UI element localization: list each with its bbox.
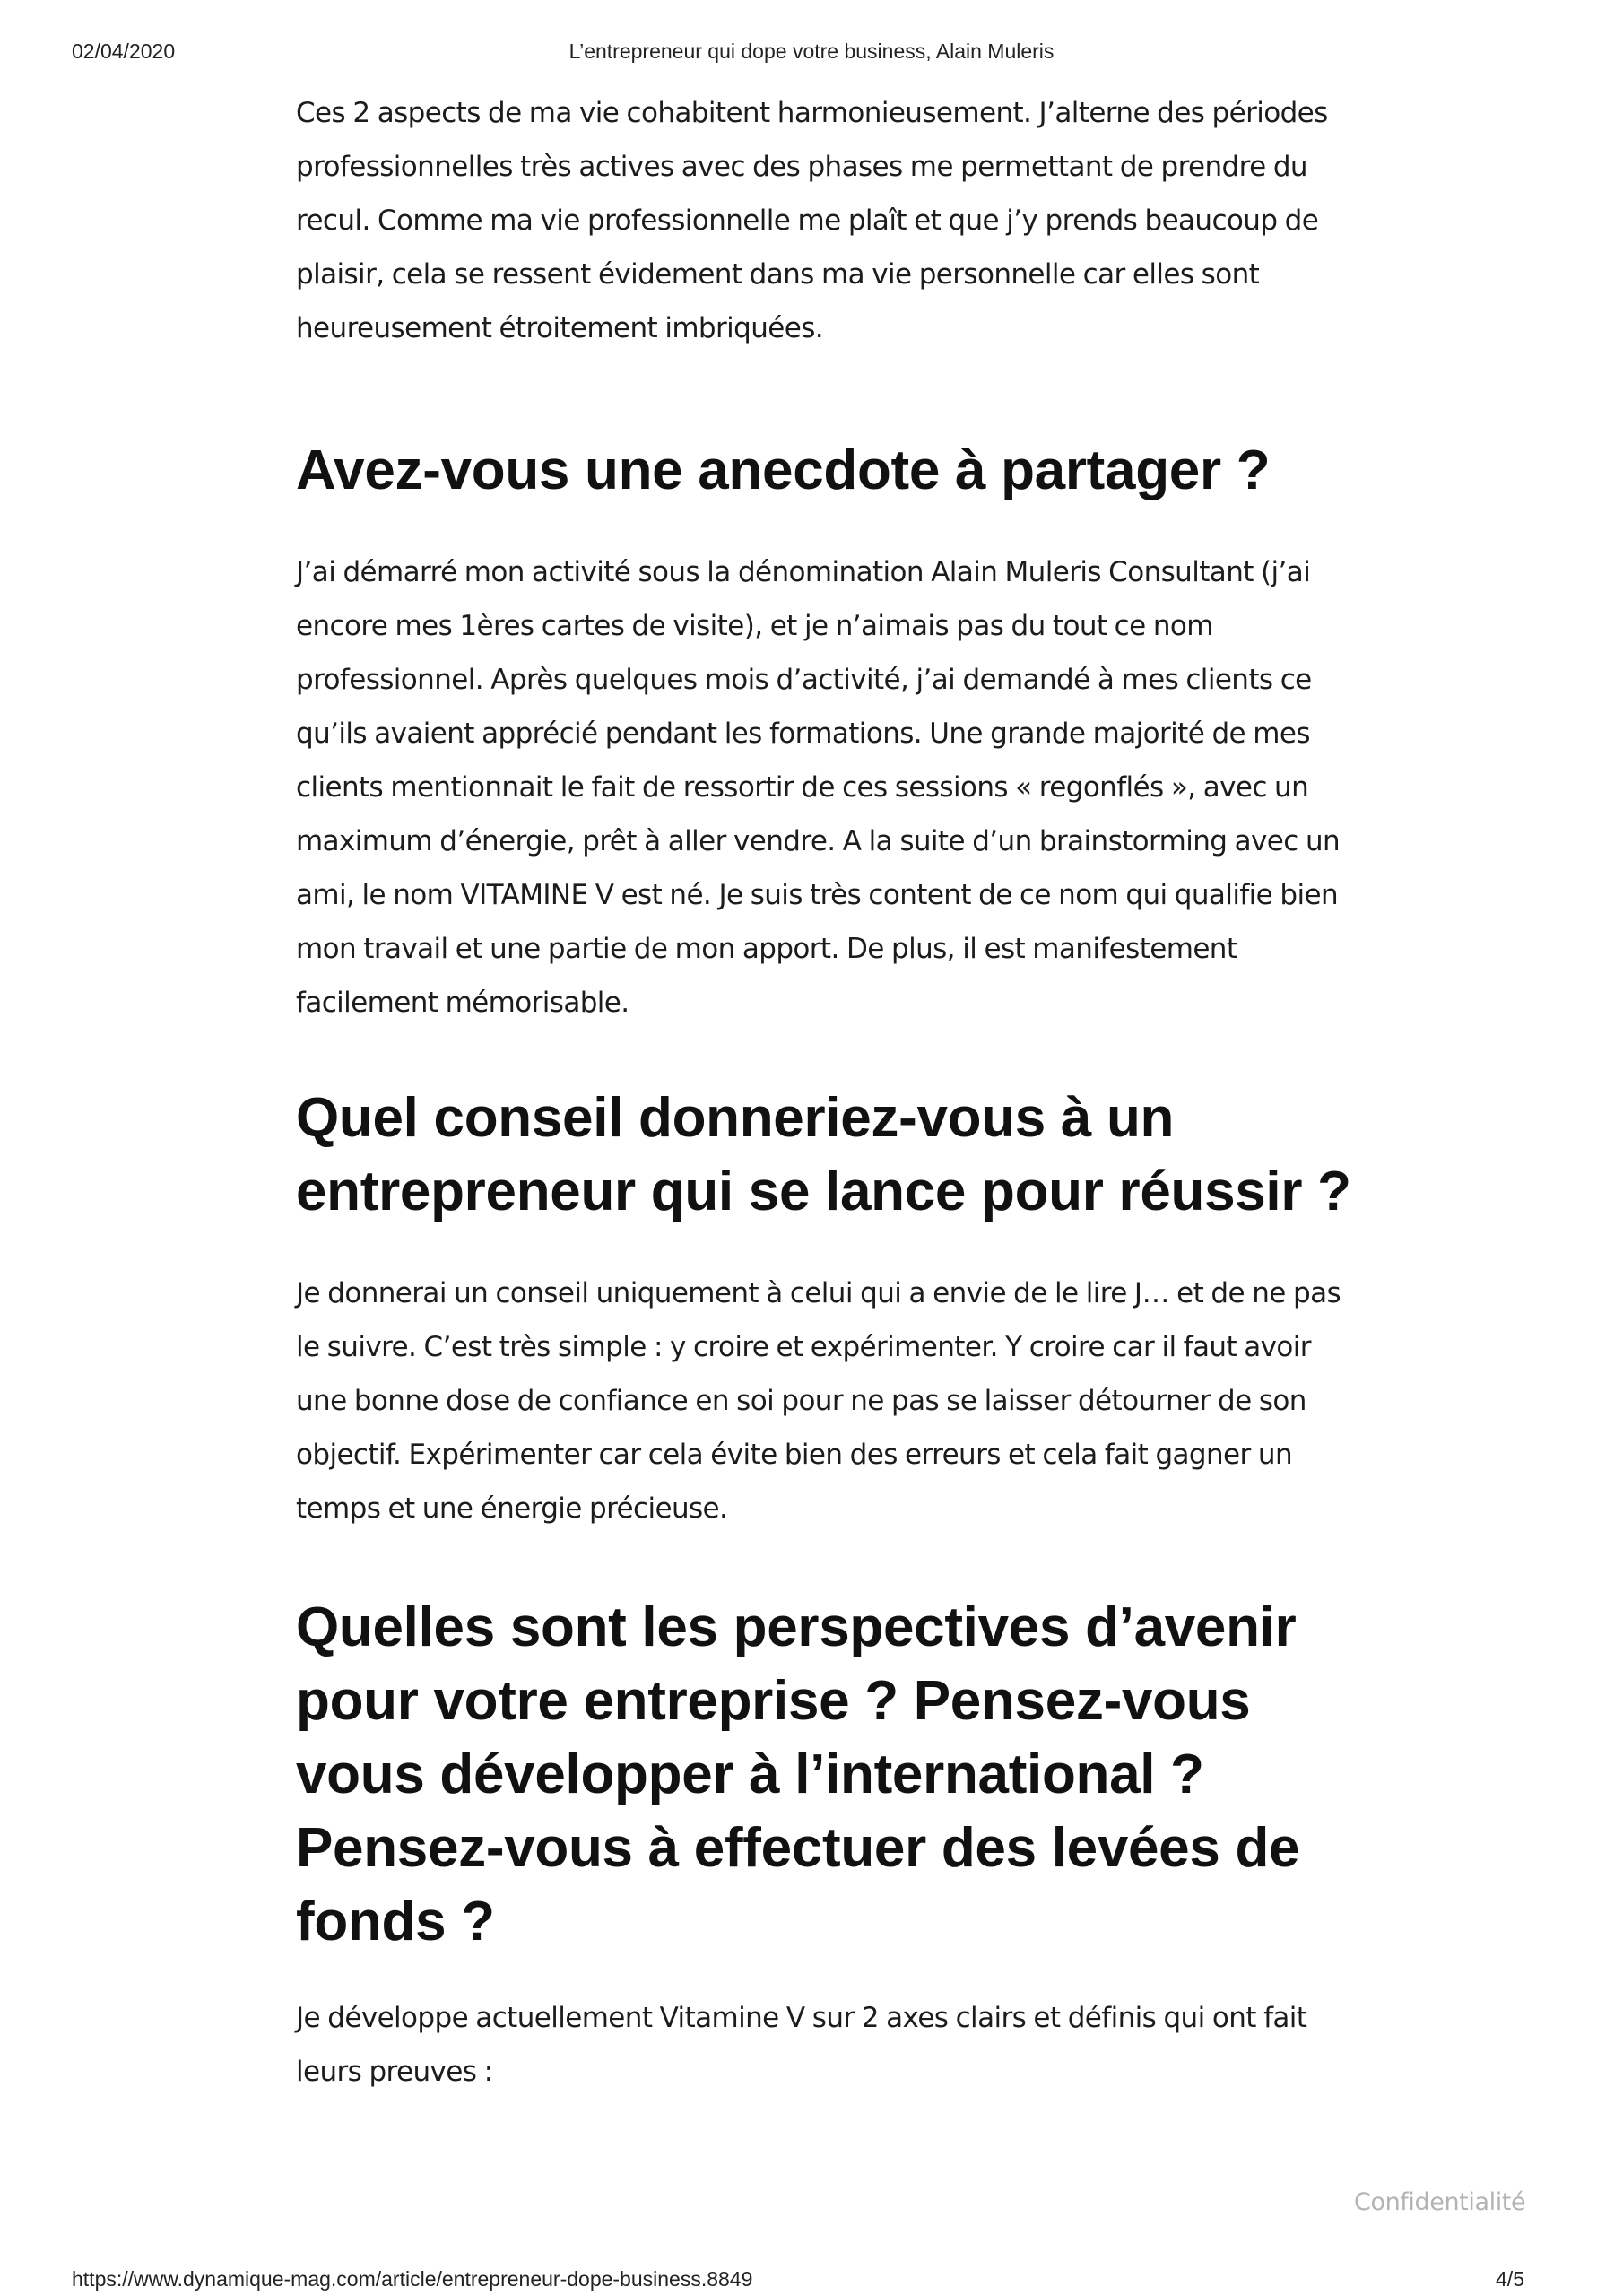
- section-body-anecdote: J’ai démarré mon activité sous la dénomination Alain Muleris Consultant (j’ai encore mes 1ères cartes de visite), et je n’aimais pas du tout ce nom professionnel. Après quelques mois d’activité, j’ai demandé à mes clients ce qu’ils avaient apprécié pendant les formations. Une grande majorité de mes clients mentionnait le fait de ressortir de ces sessions « regonflés », avec un maximum d’énergie, prêt à aller vendre. A la suite d’un brainstorming avec un ami, le nom VITAMINE V est né. Je suis très content de ce nom qui qualifie bien mon travail et une partie de mon apport. De plus, il est manifestement facilement mémorisable.: [296, 556, 1341, 1019]
- section-heading-advice: Quel conseil donneriez-vous à un entrepreneur qui se lance pour réussir ?: [296, 1087, 1351, 1222]
- print-url: https://www.dynamique-mag.com/article/entrepreneur-dope-business.8849: [72, 2267, 753, 2291]
- section-body-advice: Je donnerai un conseil uniquement à celui qui a envie de le lire J… et de ne pas le suivre. C’est très simple : y croire et expérimenter. Y croire car il faut avoir une bonne dose de confiance en soi pour ne pas se laisser détourner de son objectif. Expérimenter car cela évite bien des erreurs et cela fait gagner un temps et une énergie précieuse.: [296, 1277, 1341, 1525]
- print-footer: [0, 2267, 1623, 2294]
- page-number: 4/5: [1496, 2267, 1524, 2291]
- intro-paragraph: Ces 2 aspects de ma vie cohabitent harmonieusement. J’alterne des périodes professionnelles très actives avec des phases me permettant de prendre du recul. Comme ma vie professionnelle me plaît et que j’y prends beaucoup de plaisir, cela se ressent évidement dans ma vie personnelle car elles sont heureusement étroitement imbriquées.: [296, 97, 1328, 344]
- section-heading-anecdote: Avez-vous une anecdote à partager ?: [296, 439, 1271, 501]
- section-body-perspectives: Je développe actuellement Vitamine V sur 2 axes clairs et définis qui ont fait leurs preuves :: [296, 2002, 1307, 2088]
- article-content: [296, 86, 1354, 2099]
- confidentiality-link[interactable]: Confidentialité: [1354, 2188, 1526, 2216]
- print-header: [0, 39, 1623, 66]
- print-date: 02/04/2020: [72, 39, 176, 63]
- section-heading-perspectives: Quelles sont les perspectives d’avenir pour votre entreprise ? Pensez-vous vous développer à l’international ? Pensez-vous à effectuer des levées de fonds ?: [296, 1596, 1300, 1952]
- print-page-title: L’entrepreneur qui dope votre business, Alain Muleris: [568, 39, 1055, 63]
